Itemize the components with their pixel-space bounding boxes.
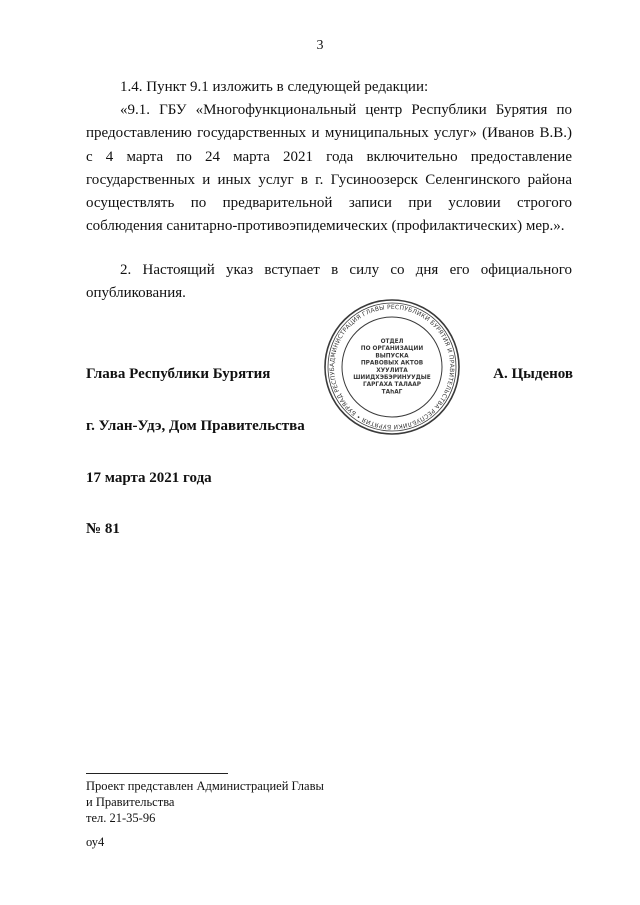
footnote-divider xyxy=(86,773,228,774)
document-code: оу4 xyxy=(86,835,105,849)
signing-date: 17 марта 2021 года xyxy=(86,470,212,486)
seal-outer-text: АДМИНИСТРАЦИЯ ГЛАВЫ РЕСПУБЛИКИ БУРЯТИЯ И ПРАВИТЕЛЬСТВА РЕСПУБЛИКИ БУРЯТИЯ • БУРЯАД РЕСПУБ xyxy=(328,303,456,431)
footnote-line: и Правительства xyxy=(86,795,175,809)
footnote xyxy=(86,778,324,826)
footnote-line: тел. 21-35-96 xyxy=(86,811,156,825)
footnote-line: Проект представлен Администрацией Главы xyxy=(86,779,324,793)
seal-inner-text xyxy=(353,339,430,395)
paragraph-intro: 1.4. Пункт 9.1 изложить в следующей редакции: xyxy=(120,79,429,95)
seal-inner-line: ПРАВОВЫХ АКТОВ xyxy=(360,360,424,367)
signing-place: г. Улан-Удэ, Дом Правительства xyxy=(86,418,305,434)
seal-inner-line: ОТДЕЛ xyxy=(380,339,404,345)
signer-name: А. Цыденов xyxy=(493,366,573,382)
seal-inner-line: ТАhАГ xyxy=(381,389,403,396)
paragraph-quote: «9.1. ГБУ «Многофункциональный центр Республики Бурятия по предоставлению государственных и муниципальных услуг» (Иванов В.В.) с 4 марта по 24 марта 2021 года включительно предоставление государственных и иных услуг в г. Гусиноозерск Селенгинского района осуществлять по предварительной записи при условии строгого соблюдения санитарно-противоэпидемических (профилактических) мер.». xyxy=(86,102,572,235)
seal-inner-line: ПО ОРГАНИЗАЦИИ xyxy=(360,346,424,353)
page-number: 3 xyxy=(316,38,324,53)
seal-inner-line: ШИИДХЭБЭРИНУУДЫЕ xyxy=(353,375,431,381)
signer-title: Глава Республики Бурятия xyxy=(86,366,271,382)
seal-inner-line: ГАРГАХА ТАЛААР xyxy=(362,382,422,389)
seal-inner-line: ВЫПУСКА xyxy=(375,353,409,360)
seal-graphic xyxy=(322,297,462,437)
seal-inner-line: ХУУЛИТА xyxy=(376,367,408,374)
decree-number: № 81 xyxy=(86,521,120,537)
paragraph-decree: 2. Настоящий указ вступает в силу со дня его официального опубликования. xyxy=(86,262,572,302)
official-seal xyxy=(322,297,462,437)
